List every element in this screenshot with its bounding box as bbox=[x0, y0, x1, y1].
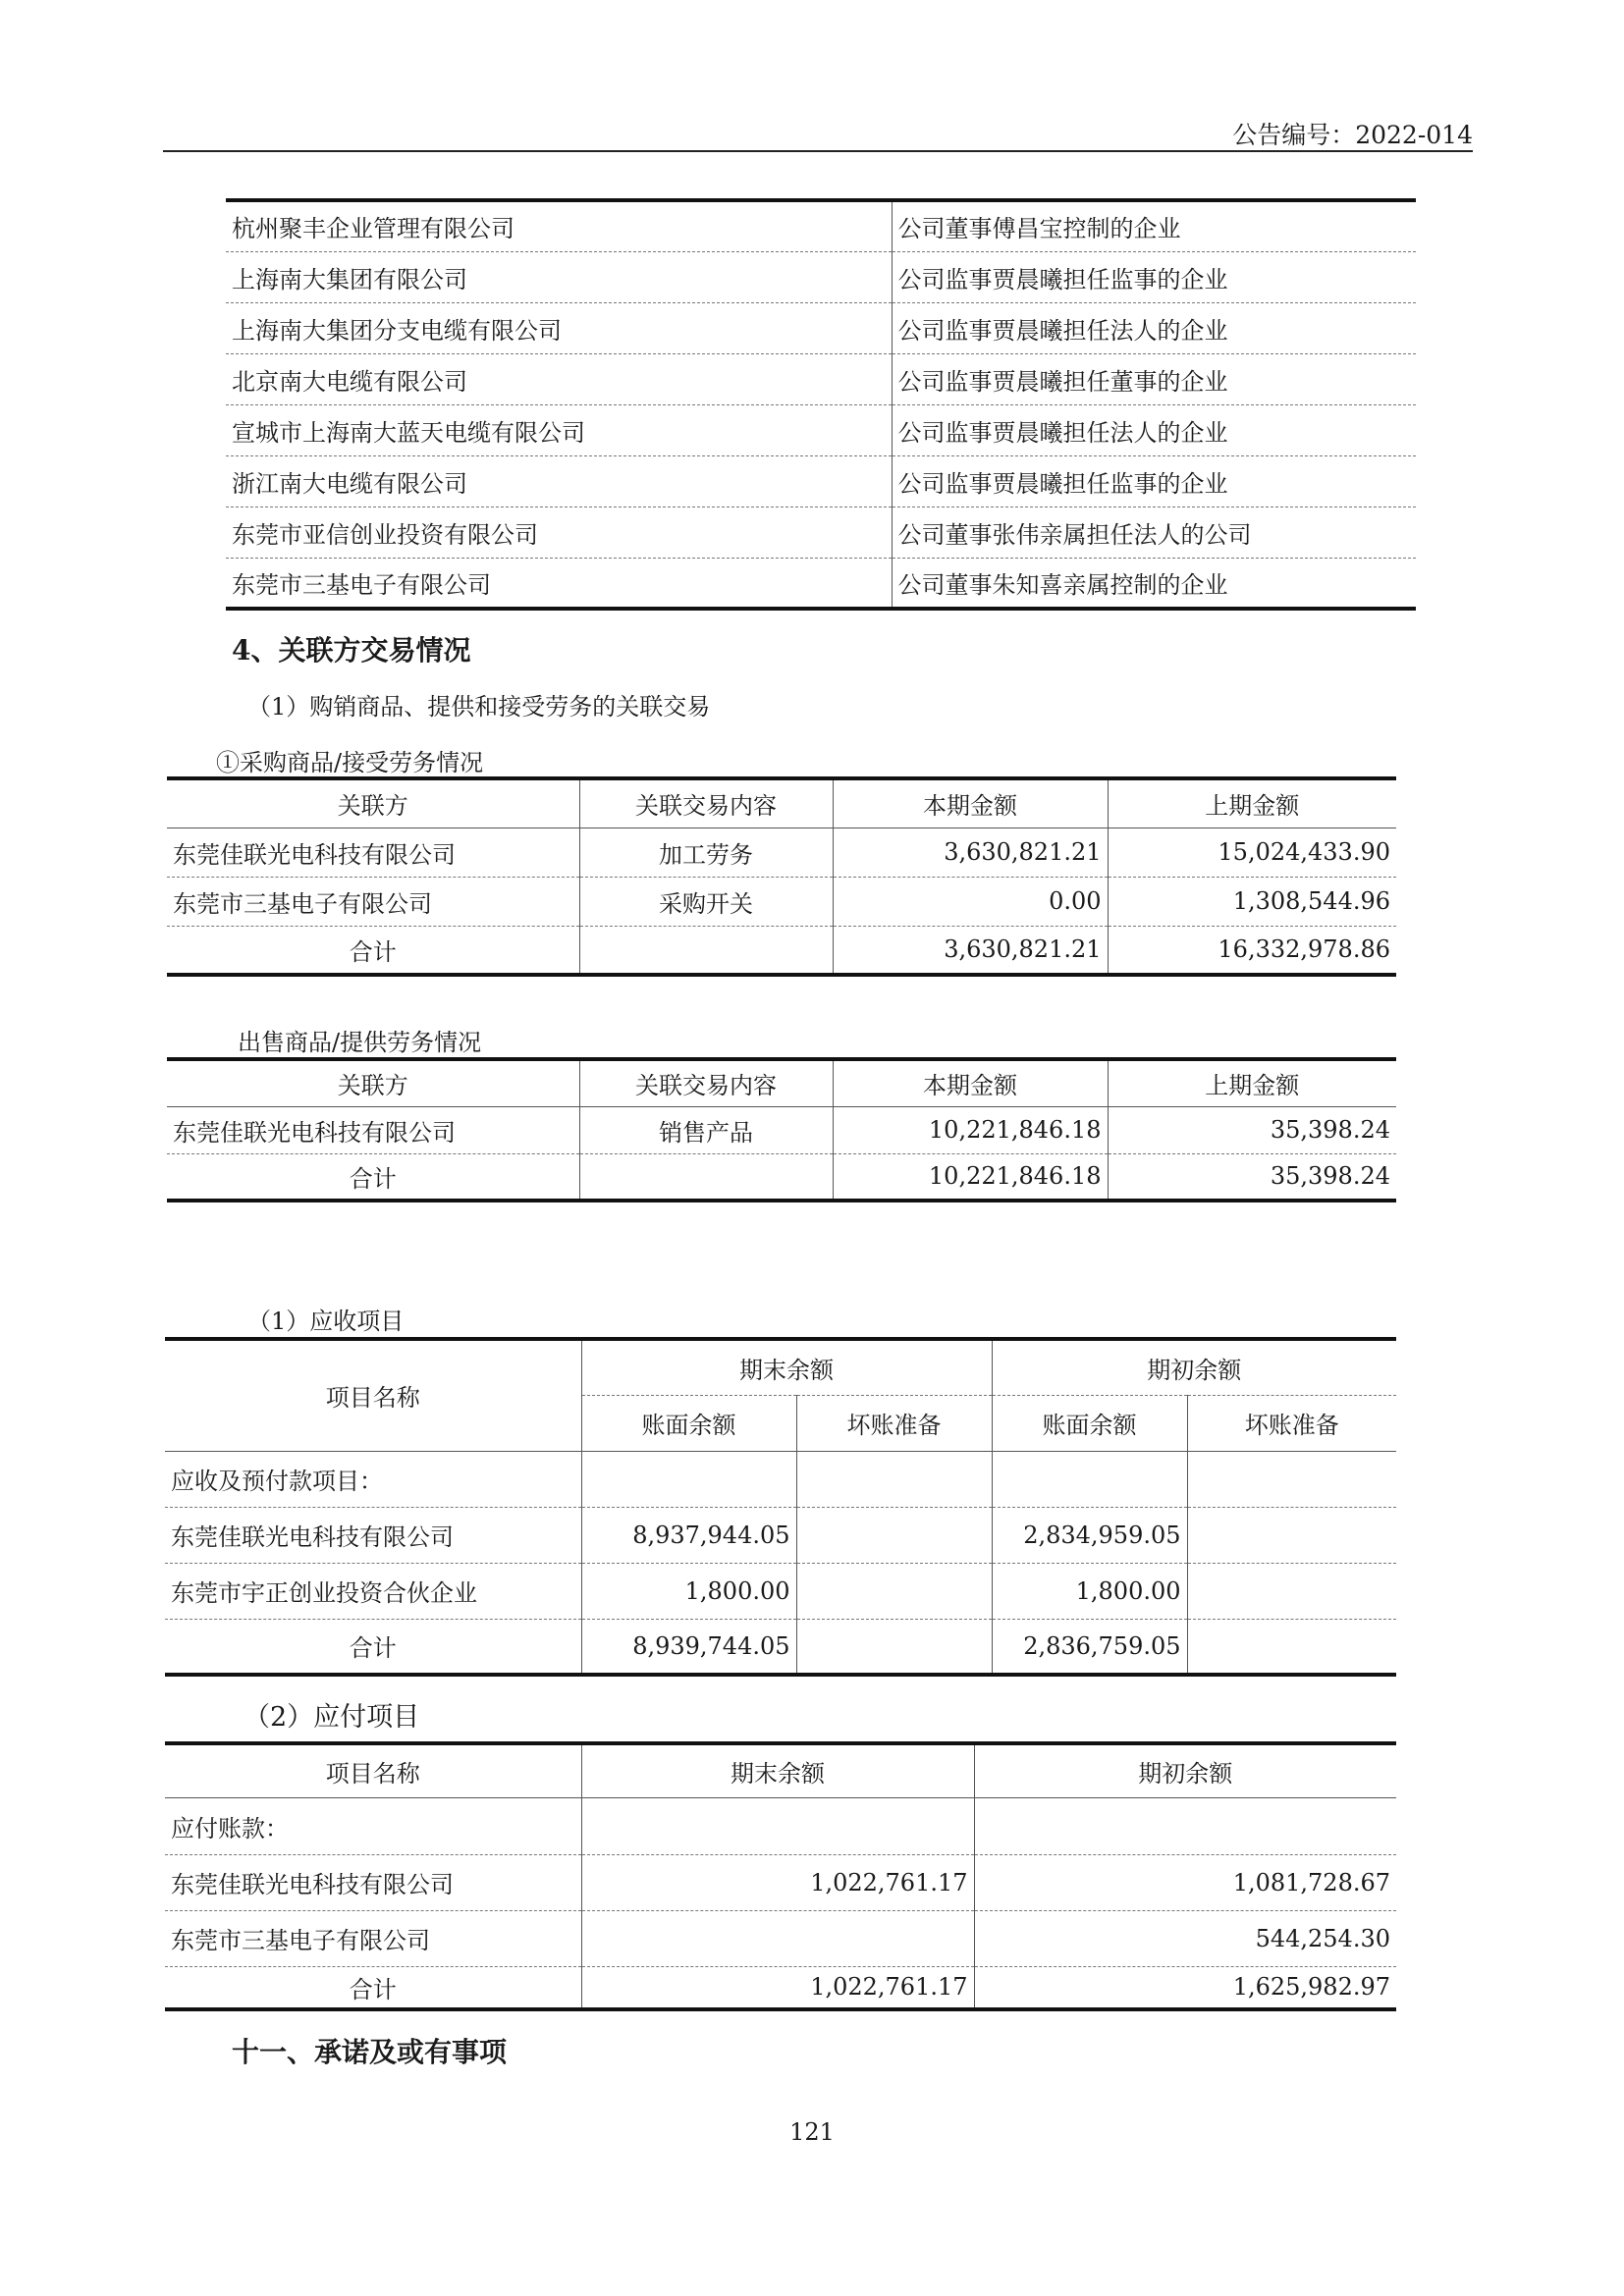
related-party-row bbox=[226, 251, 1416, 302]
related-party-row bbox=[226, 302, 1416, 353]
recv-cell bbox=[1187, 1563, 1396, 1619]
recv-header-begin-book: 账面余额 bbox=[992, 1395, 1187, 1451]
related-party-relation: 公司董事朱知喜亲属控制的企业 bbox=[892, 558, 1416, 609]
purchase-table bbox=[167, 776, 1396, 977]
pay-header-begin: 期初余额 bbox=[974, 1743, 1396, 1797]
related-party-name: 北京南大电缆有限公司 bbox=[226, 353, 892, 404]
related-party-relation: 公司董事傅昌宝控制的企业 bbox=[892, 200, 1416, 251]
sales-header-content: 关联交易内容 bbox=[579, 1059, 833, 1106]
purchase-caption: ①采购商品/接受劳务情况 bbox=[216, 749, 484, 776]
pay-total-cell: 1,022,761.17 bbox=[581, 1966, 974, 2009]
recv-cell bbox=[796, 1507, 992, 1563]
recv-total-cell: 2,836,759.05 bbox=[992, 1619, 1187, 1675]
recv-cell: 2,834,959.05 bbox=[992, 1507, 1187, 1563]
sales-table bbox=[167, 1057, 1396, 1202]
table-row bbox=[167, 877, 1396, 926]
recv-cell: 1,800.00 bbox=[992, 1563, 1187, 1619]
table-row bbox=[165, 1507, 1396, 1563]
sales-header-row bbox=[167, 1059, 1396, 1106]
sales-cell: 10,221,846.18 bbox=[833, 1106, 1108, 1153]
related-party-name: 宣城市上海南大蓝天电缆有限公司 bbox=[226, 404, 892, 455]
pay-header-end: 期末余额 bbox=[581, 1743, 974, 1797]
related-party-name: 东莞市亚信创业投资有限公司 bbox=[226, 507, 892, 558]
sales-header-prior: 上期金额 bbox=[1108, 1059, 1396, 1106]
total-row bbox=[165, 1966, 1396, 2009]
sales-total-cell: 35,398.24 bbox=[1108, 1153, 1396, 1201]
purchase-header-prior: 上期金额 bbox=[1108, 778, 1396, 828]
subsection-title: （1）购销商品、提供和接受劳务的关联交易 bbox=[247, 693, 711, 721]
purchase-header-current: 本期金额 bbox=[833, 778, 1108, 828]
related-party-row bbox=[226, 353, 1416, 404]
table-row bbox=[167, 828, 1396, 877]
header-rule bbox=[163, 150, 1473, 152]
recv-total-cell bbox=[796, 1619, 992, 1675]
pay-category: 应付账款： bbox=[165, 1797, 581, 1854]
sales-cell: 35,398.24 bbox=[1108, 1106, 1396, 1153]
total-row bbox=[167, 1153, 1396, 1201]
sales-total-cell: 10,221,846.18 bbox=[833, 1153, 1108, 1201]
pay-cell: 东莞市三基电子有限公司 bbox=[165, 1910, 581, 1966]
related-party-name: 杭州聚丰企业管理有限公司 bbox=[226, 200, 892, 251]
related-party-name: 东莞市三基电子有限公司 bbox=[226, 558, 892, 609]
recv-total-cell: 合计 bbox=[165, 1619, 581, 1675]
related-party-name: 上海南大集团分支电缆有限公司 bbox=[226, 302, 892, 353]
pay-cell: 1,081,728.67 bbox=[974, 1854, 1396, 1910]
recv-cell bbox=[1187, 1507, 1396, 1563]
recv-header-begin: 期初余额 bbox=[992, 1339, 1396, 1395]
purchase-total-cell: 合计 bbox=[167, 926, 579, 975]
purchase-cell: 加工劳务 bbox=[579, 828, 833, 877]
purchase-cell: 采购开关 bbox=[579, 877, 833, 926]
recv-cell bbox=[796, 1563, 992, 1619]
table-row bbox=[165, 1854, 1396, 1910]
purchase-cell: 1,308,544.96 bbox=[1108, 877, 1396, 926]
recv-cell: 1,800.00 bbox=[581, 1563, 796, 1619]
purchase-header-party: 关联方 bbox=[167, 778, 579, 828]
recv-total-cell: 8,939,744.05 bbox=[581, 1619, 796, 1675]
related-party-row bbox=[226, 558, 1416, 609]
pay-cell: 东莞佳联光电科技有限公司 bbox=[165, 1854, 581, 1910]
related-party-row bbox=[226, 455, 1416, 507]
related-party-relation: 公司监事贾晨曦担任法人的企业 bbox=[892, 404, 1416, 455]
sales-total-cell: 合计 bbox=[167, 1153, 579, 1201]
recv-cell: 东莞佳联光电科技有限公司 bbox=[165, 1507, 581, 1563]
recv-cell: 8,937,944.05 bbox=[581, 1507, 796, 1563]
total-row bbox=[165, 1619, 1396, 1675]
recv-header-item: 项目名称 bbox=[165, 1339, 581, 1451]
sales-caption: 出售商品/提供劳务情况 bbox=[238, 1029, 482, 1056]
table-row bbox=[167, 1106, 1396, 1153]
related-party-name: 上海南大集团有限公司 bbox=[226, 251, 892, 302]
related-party-relation: 公司监事贾晨曦担任监事的企业 bbox=[892, 455, 1416, 507]
recv-header-begin-bad: 坏账准备 bbox=[1187, 1395, 1396, 1451]
pay-cell: 1,022,761.17 bbox=[581, 1854, 974, 1910]
pay-total-cell: 合计 bbox=[165, 1966, 581, 2009]
recv-cell: 东莞市宇正创业投资合伙企业 bbox=[165, 1563, 581, 1619]
sales-header-current: 本期金额 bbox=[833, 1059, 1108, 1106]
table-row bbox=[165, 1563, 1396, 1619]
purchase-total-cell bbox=[579, 926, 833, 975]
payables-table bbox=[165, 1741, 1396, 2011]
receivables-caption: （1）应收项目 bbox=[247, 1308, 405, 1335]
recv-header-end: 期末余额 bbox=[581, 1339, 992, 1395]
recv-header-end-book: 账面余额 bbox=[581, 1395, 796, 1451]
recv-category: 应收及预付款项目： bbox=[165, 1451, 581, 1507]
purchase-total-cell: 3,630,821.21 bbox=[833, 926, 1108, 975]
purchase-header-content: 关联交易内容 bbox=[579, 778, 833, 828]
related-party-name: 浙江南大电缆有限公司 bbox=[226, 455, 892, 507]
pay-cell: 544,254.30 bbox=[974, 1910, 1396, 1966]
section-title-commitments: 十一、承诺及或有事项 bbox=[232, 2036, 508, 2068]
sales-cell: 销售产品 bbox=[579, 1106, 833, 1153]
receivables-table bbox=[165, 1337, 1396, 1677]
table-row bbox=[165, 1910, 1396, 1966]
related-party-relation: 公司监事贾晨曦担任董事的企业 bbox=[892, 353, 1416, 404]
purchase-cell: 东莞佳联光电科技有限公司 bbox=[167, 828, 579, 877]
purchase-cell: 3,630,821.21 bbox=[833, 828, 1108, 877]
related-parties-table bbox=[226, 198, 1416, 611]
sales-total-cell bbox=[579, 1153, 833, 1201]
related-party-relation: 公司监事贾晨曦担任监事的企业 bbox=[892, 251, 1416, 302]
recv-total-cell bbox=[1187, 1619, 1396, 1675]
related-party-relation: 公司监事贾晨曦担任法人的企业 bbox=[892, 302, 1416, 353]
section-title-related-transactions: 4、关联方交易情况 bbox=[232, 634, 471, 667]
purchase-cell: 0.00 bbox=[833, 877, 1108, 926]
pay-cell bbox=[581, 1910, 974, 1966]
pay-total-cell: 1,625,982.97 bbox=[974, 1966, 1396, 2009]
sales-header-party: 关联方 bbox=[167, 1059, 579, 1106]
report-number: 公告编号：2022-014 bbox=[1232, 121, 1473, 149]
related-party-row bbox=[226, 404, 1416, 455]
related-party-row bbox=[226, 507, 1416, 558]
sales-cell: 东莞佳联光电科技有限公司 bbox=[167, 1106, 579, 1153]
payables-caption: （2）应付项目 bbox=[244, 1702, 420, 1733]
related-party-row bbox=[226, 200, 1416, 251]
page-number: 121 bbox=[789, 2118, 835, 2146]
related-party-relation: 公司董事张伟亲属担任法人的公司 bbox=[892, 507, 1416, 558]
total-row bbox=[167, 926, 1396, 975]
purchase-header-row bbox=[167, 778, 1396, 828]
purchase-cell: 15,024,433.90 bbox=[1108, 828, 1396, 877]
purchase-total-cell: 16,332,978.86 bbox=[1108, 926, 1396, 975]
purchase-cell: 东莞市三基电子有限公司 bbox=[167, 877, 579, 926]
recv-header-end-bad: 坏账准备 bbox=[796, 1395, 992, 1451]
pay-header-item: 项目名称 bbox=[165, 1743, 581, 1797]
